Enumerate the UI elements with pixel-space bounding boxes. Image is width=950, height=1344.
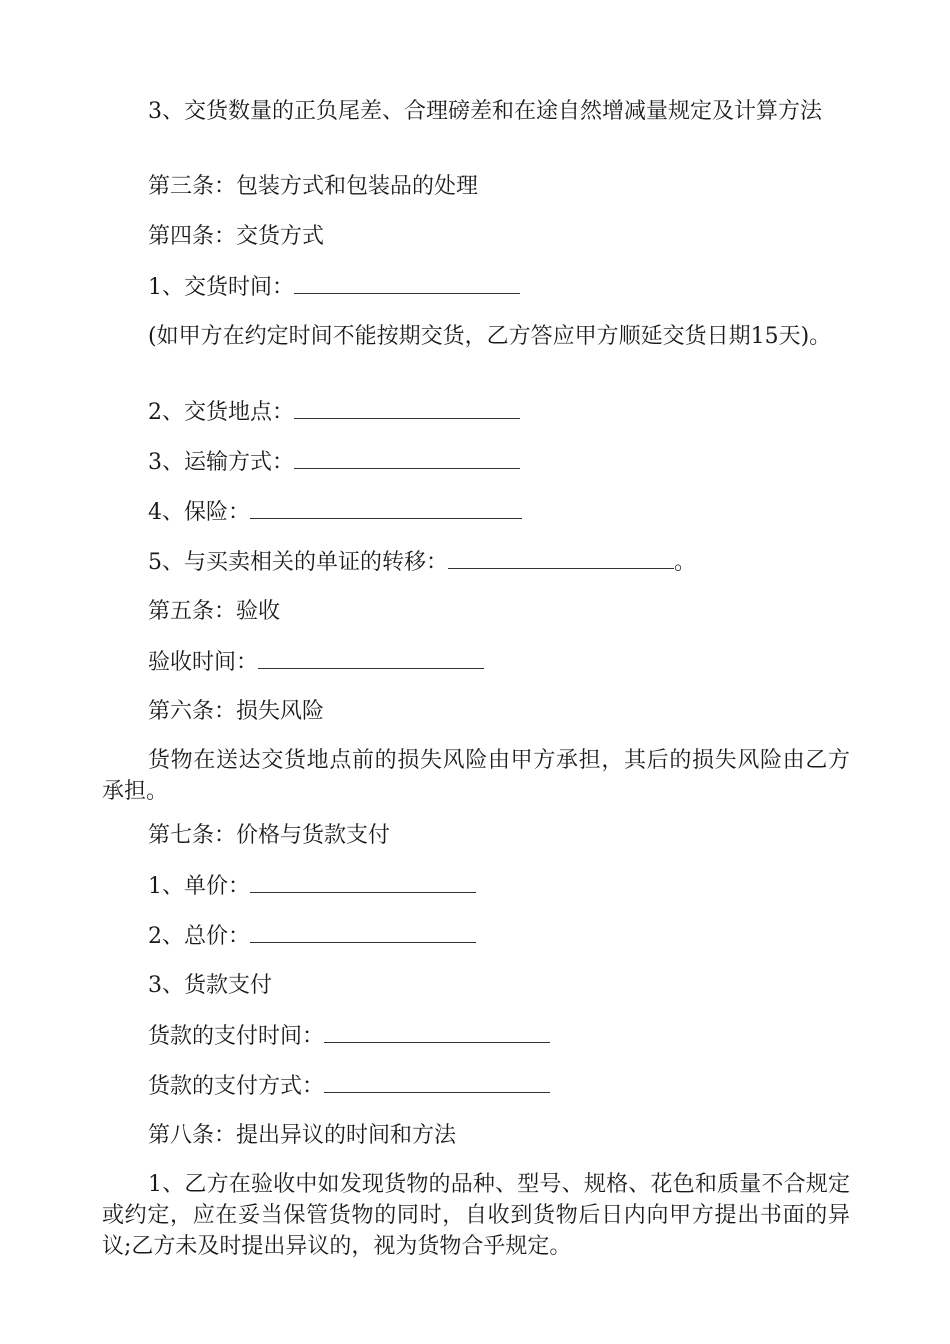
article-4-heading: 第四条：交货方式 xyxy=(148,224,325,249)
transport-label: 3、运输方式： xyxy=(148,450,294,475)
payment-method-line xyxy=(102,1070,850,1102)
total-price-blank[interactable] xyxy=(250,920,476,943)
inspection-time-line xyxy=(102,646,850,678)
inspection-time-blank[interactable] xyxy=(258,646,484,669)
inspection-time-label: 验收时间： xyxy=(148,650,259,675)
delivery-time-label: 1、交货时间： xyxy=(148,275,294,300)
article-6-heading: 第六条：损失风险 xyxy=(148,699,325,724)
delivery-place-label: 2、交货地点： xyxy=(148,400,294,425)
delivery-time-blank[interactable] xyxy=(294,271,520,294)
insurance-blank[interactable] xyxy=(250,496,522,519)
payment-method-blank[interactable] xyxy=(324,1070,550,1093)
payment-time-line xyxy=(102,1020,850,1052)
total-price-label: 2、总价： xyxy=(148,924,250,949)
payment-heading: 3、货款支付 xyxy=(148,973,272,998)
documents-transfer-label: 5、与买卖相关的单证的转移： xyxy=(148,550,448,575)
delivery-postpone-note: (如甲方在约定时间不能按期交货，乙方答应甲方顺延交货日期15天)。 xyxy=(148,324,832,349)
delivery-place-blank[interactable] xyxy=(294,396,520,419)
payment-time-blank[interactable] xyxy=(324,1020,550,1043)
clause-3-quantity-tolerance: 3、交货数量的正负尾差、合理磅差和在途自然增减量规定及计算方法 xyxy=(148,99,822,124)
delivery-time-line xyxy=(102,271,850,303)
insurance-label: 4、保险： xyxy=(148,500,250,525)
documents-transfer-period: 。 xyxy=(674,550,697,575)
transport-line xyxy=(102,446,850,478)
objection-clause-text: 1、乙方在验收中如发现货物的品种、型号、规格、花色和质量不合规定或约定，应在妥当保管货物的同时，自收到货物后日内向甲方提出书面的异议;乙方未及时提出异议的，视为货物合乎规定。 xyxy=(102,1172,850,1259)
article-5-heading: 第五条：验收 xyxy=(148,599,281,624)
transport-blank[interactable] xyxy=(294,446,520,469)
article-8-heading: 第八条：提出异议的时间和方法 xyxy=(148,1123,457,1148)
risk-of-loss-text: 货物在送达交货地点前的损失风险由甲方承担，其后的损失风险由乙方承担。 xyxy=(102,748,850,804)
unit-price-label: 1、单价： xyxy=(148,874,250,899)
unit-price-line xyxy=(102,870,850,902)
total-price-line xyxy=(102,920,850,952)
insurance-line xyxy=(102,496,850,528)
payment-time-label: 货款的支付时间： xyxy=(148,1024,325,1049)
unit-price-blank[interactable] xyxy=(250,870,476,893)
delivery-place-line xyxy=(102,396,850,428)
article-3-heading: 第三条：包装方式和包装品的处理 xyxy=(148,174,479,199)
documents-transfer-blank[interactable] xyxy=(448,546,674,569)
documents-transfer-line xyxy=(102,546,850,578)
article-7-heading: 第七条：价格与货款支付 xyxy=(148,823,391,848)
payment-method-label: 货款的支付方式： xyxy=(148,1074,325,1099)
